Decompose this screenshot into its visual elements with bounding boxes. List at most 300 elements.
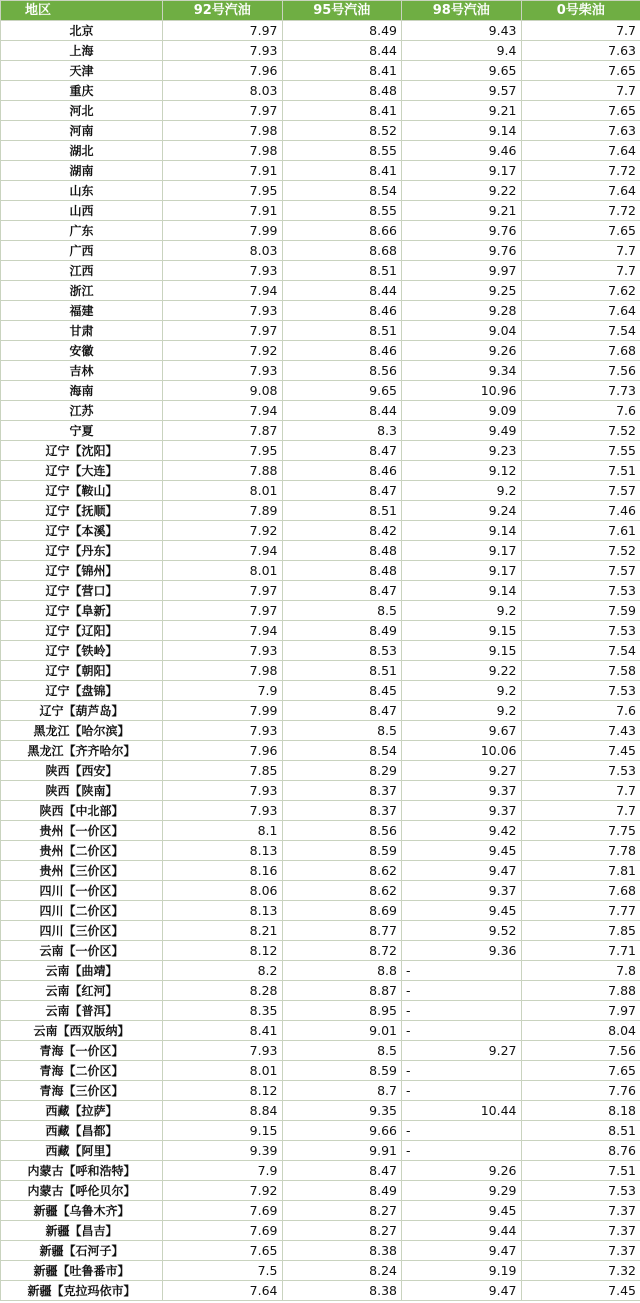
price-92-cell: 8.13 bbox=[163, 841, 283, 861]
price-diesel-cell: 7.78 bbox=[521, 841, 640, 861]
price-95-cell: 8.27 bbox=[282, 1221, 402, 1241]
table-row bbox=[1, 881, 640, 901]
region-cell: 云南【红河】 bbox=[1, 981, 163, 1001]
price-95-cell: 8.47 bbox=[282, 1161, 402, 1181]
region-cell: 辽宁【葫芦岛】 bbox=[1, 701, 163, 721]
price-92-cell: 7.88 bbox=[163, 461, 283, 481]
region-cell: 辽宁【辽阳】 bbox=[1, 621, 163, 641]
price-98-cell: 9.47 bbox=[402, 861, 522, 881]
table-row bbox=[1, 581, 640, 601]
price-98-cell: 10.44 bbox=[402, 1101, 522, 1121]
region-cell: 宁夏 bbox=[1, 421, 163, 441]
price-98-cell: 9.09 bbox=[402, 401, 522, 421]
price-95-cell: 8.27 bbox=[282, 1201, 402, 1221]
price-diesel-cell: 7.53 bbox=[521, 581, 640, 601]
price-92-cell: 8.35 bbox=[163, 1001, 283, 1021]
price-92-cell: 7.96 bbox=[163, 741, 283, 761]
price-92-cell: 8.1 bbox=[163, 821, 283, 841]
price-98-cell: - bbox=[402, 1061, 522, 1081]
table-row bbox=[1, 421, 640, 441]
price-diesel-cell: 7.51 bbox=[521, 461, 640, 481]
price-diesel-cell: 7.53 bbox=[521, 681, 640, 701]
price-98-cell: 9.25 bbox=[402, 281, 522, 301]
region-cell: 西藏【昌都】 bbox=[1, 1121, 163, 1141]
price-diesel-cell: 7.53 bbox=[521, 621, 640, 641]
price-98-cell: 9.37 bbox=[402, 781, 522, 801]
price-diesel-cell: 7.7 bbox=[521, 261, 640, 281]
price-92-cell: 7.93 bbox=[163, 301, 283, 321]
price-98-cell: 9.2 bbox=[402, 681, 522, 701]
price-98-cell: 9.2 bbox=[402, 601, 522, 621]
price-95-cell: 8.77 bbox=[282, 921, 402, 941]
price-98-cell: 9.46 bbox=[402, 141, 522, 161]
price-diesel-cell: 7.51 bbox=[521, 1161, 640, 1181]
price-diesel-cell: 7.65 bbox=[521, 1061, 640, 1081]
table-row bbox=[1, 801, 640, 821]
table-row bbox=[1, 1101, 640, 1121]
price-92-cell: 7.98 bbox=[163, 661, 283, 681]
price-95-cell: 8.45 bbox=[282, 681, 402, 701]
table-row bbox=[1, 1121, 640, 1141]
header-row bbox=[1, 1, 640, 21]
price-92-cell: 8.03 bbox=[163, 241, 283, 261]
price-95-cell: 8.42 bbox=[282, 521, 402, 541]
price-98-cell: 9.24 bbox=[402, 501, 522, 521]
price-95-cell: 8.95 bbox=[282, 1001, 402, 1021]
price-98-cell: 9.28 bbox=[402, 301, 522, 321]
price-92-cell: 8.84 bbox=[163, 1101, 283, 1121]
price-95-cell: 8.46 bbox=[282, 341, 402, 361]
price-92-cell: 7.9 bbox=[163, 681, 283, 701]
price-diesel-cell: 7.71 bbox=[521, 941, 640, 961]
region-cell: 山东 bbox=[1, 181, 163, 201]
table-row bbox=[1, 1281, 640, 1301]
price-92-cell: 8.12 bbox=[163, 1081, 283, 1101]
price-92-cell: 7.92 bbox=[163, 521, 283, 541]
price-98-cell: 9.44 bbox=[402, 1221, 522, 1241]
price-92-cell: 7.93 bbox=[163, 641, 283, 661]
price-95-cell: 8.53 bbox=[282, 641, 402, 661]
table-row bbox=[1, 1261, 640, 1281]
price-diesel-cell: 7.88 bbox=[521, 981, 640, 1001]
price-92-cell: 7.5 bbox=[163, 1261, 283, 1281]
region-cell: 广西 bbox=[1, 241, 163, 261]
price-95-cell: 8.49 bbox=[282, 21, 402, 41]
region-cell: 上海 bbox=[1, 41, 163, 61]
price-98-cell: 9.27 bbox=[402, 1041, 522, 1061]
price-98-cell: 9.4 bbox=[402, 41, 522, 61]
price-95-cell: 8.68 bbox=[282, 241, 402, 261]
region-cell: 辽宁【本溪】 bbox=[1, 521, 163, 541]
price-diesel-cell: 7.43 bbox=[521, 721, 640, 741]
table-row bbox=[1, 981, 640, 1001]
table-row bbox=[1, 21, 640, 41]
region-cell: 天津 bbox=[1, 61, 163, 81]
price-98-cell: 9.42 bbox=[402, 821, 522, 841]
price-92-cell: 7.91 bbox=[163, 161, 283, 181]
price-95-cell: 8.48 bbox=[282, 561, 402, 581]
region-cell: 内蒙古【呼和浩特】 bbox=[1, 1161, 163, 1181]
price-95-cell: 8.47 bbox=[282, 481, 402, 501]
table-row bbox=[1, 661, 640, 681]
price-98-cell: - bbox=[402, 1021, 522, 1041]
table-row bbox=[1, 81, 640, 101]
region-cell: 新疆【吐鲁番市】 bbox=[1, 1261, 163, 1281]
price-diesel-cell: 7.45 bbox=[521, 741, 640, 761]
region-cell: 辽宁【丹东】 bbox=[1, 541, 163, 561]
table-row bbox=[1, 941, 640, 961]
column-header-92-gasoline: 92号汽油 bbox=[163, 1, 283, 21]
price-92-cell: 9.15 bbox=[163, 1121, 283, 1141]
price-92-cell: 9.08 bbox=[163, 381, 283, 401]
price-98-cell: 9.52 bbox=[402, 921, 522, 941]
price-98-cell: 9.45 bbox=[402, 841, 522, 861]
table-row bbox=[1, 161, 640, 181]
price-98-cell: 10.96 bbox=[402, 381, 522, 401]
price-diesel-cell: 7.59 bbox=[521, 601, 640, 621]
region-cell: 辽宁【沈阳】 bbox=[1, 441, 163, 461]
price-92-cell: 7.94 bbox=[163, 621, 283, 641]
price-95-cell: 8.49 bbox=[282, 1181, 402, 1201]
price-98-cell: 9.34 bbox=[402, 361, 522, 381]
region-cell: 河北 bbox=[1, 101, 163, 121]
column-header-0-diesel: 0号柴油 bbox=[521, 1, 640, 21]
price-95-cell: 9.35 bbox=[282, 1101, 402, 1121]
price-diesel-cell: 7.63 bbox=[521, 121, 640, 141]
price-diesel-cell: 7.7 bbox=[521, 81, 640, 101]
region-cell: 湖北 bbox=[1, 141, 163, 161]
price-diesel-cell: 7.58 bbox=[521, 661, 640, 681]
price-diesel-cell: 7.37 bbox=[521, 1201, 640, 1221]
price-98-cell: 9.67 bbox=[402, 721, 522, 741]
price-95-cell: 8.49 bbox=[282, 621, 402, 641]
price-92-cell: 7.98 bbox=[163, 121, 283, 141]
price-diesel-cell: 7.64 bbox=[521, 141, 640, 161]
price-98-cell: 9.29 bbox=[402, 1181, 522, 1201]
table-row bbox=[1, 641, 640, 661]
table-row bbox=[1, 401, 640, 421]
price-95-cell: 8.51 bbox=[282, 321, 402, 341]
price-95-cell: 8.3 bbox=[282, 421, 402, 441]
table-row bbox=[1, 681, 640, 701]
price-92-cell: 7.97 bbox=[163, 101, 283, 121]
region-cell: 吉林 bbox=[1, 361, 163, 381]
region-cell: 辽宁【铁岭】 bbox=[1, 641, 163, 661]
price-92-cell: 8.06 bbox=[163, 881, 283, 901]
price-95-cell: 8.24 bbox=[282, 1261, 402, 1281]
region-cell: 云南【普洱】 bbox=[1, 1001, 163, 1021]
price-diesel-cell: 7.62 bbox=[521, 281, 640, 301]
price-diesel-cell: 7.64 bbox=[521, 181, 640, 201]
table-row bbox=[1, 61, 640, 81]
price-95-cell: 8.52 bbox=[282, 121, 402, 141]
price-92-cell: 7.98 bbox=[163, 141, 283, 161]
region-cell: 四川【三价区】 bbox=[1, 921, 163, 941]
price-98-cell: 9.14 bbox=[402, 521, 522, 541]
price-diesel-cell: 7.73 bbox=[521, 381, 640, 401]
price-92-cell: 8.2 bbox=[163, 961, 283, 981]
price-95-cell: 8.51 bbox=[282, 501, 402, 521]
region-cell: 北京 bbox=[1, 21, 163, 41]
price-95-cell: 8.41 bbox=[282, 61, 402, 81]
table-row bbox=[1, 461, 640, 481]
price-92-cell: 8.41 bbox=[163, 1021, 283, 1041]
price-98-cell: 9.17 bbox=[402, 161, 522, 181]
table-row bbox=[1, 181, 640, 201]
price-diesel-cell: 7.54 bbox=[521, 641, 640, 661]
region-cell: 辽宁【阜新】 bbox=[1, 601, 163, 621]
price-98-cell: - bbox=[402, 981, 522, 1001]
price-95-cell: 8.41 bbox=[282, 101, 402, 121]
table-row bbox=[1, 501, 640, 521]
price-95-cell: 8.44 bbox=[282, 41, 402, 61]
price-98-cell: 9.45 bbox=[402, 1201, 522, 1221]
price-98-cell: 9.57 bbox=[402, 81, 522, 101]
table-row bbox=[1, 321, 640, 341]
region-cell: 青海【一价区】 bbox=[1, 1041, 163, 1061]
price-diesel-cell: 8.18 bbox=[521, 1101, 640, 1121]
table-row bbox=[1, 481, 640, 501]
region-cell: 辽宁【朝阳】 bbox=[1, 661, 163, 681]
region-cell: 辽宁【盘锦】 bbox=[1, 681, 163, 701]
price-95-cell: 8.54 bbox=[282, 181, 402, 201]
region-cell: 陕西【中北部】 bbox=[1, 801, 163, 821]
price-95-cell: 9.65 bbox=[282, 381, 402, 401]
price-92-cell: 7.89 bbox=[163, 501, 283, 521]
price-diesel-cell: 7.37 bbox=[521, 1241, 640, 1261]
price-92-cell: 7.85 bbox=[163, 761, 283, 781]
price-95-cell: 8.44 bbox=[282, 401, 402, 421]
price-diesel-cell: 7.6 bbox=[521, 701, 640, 721]
region-cell: 海南 bbox=[1, 381, 163, 401]
price-95-cell: 8.37 bbox=[282, 781, 402, 801]
price-98-cell: 9.97 bbox=[402, 261, 522, 281]
price-92-cell: 7.95 bbox=[163, 181, 283, 201]
price-95-cell: 8.55 bbox=[282, 201, 402, 221]
price-95-cell: 8.7 bbox=[282, 1081, 402, 1101]
table-row bbox=[1, 1041, 640, 1061]
price-95-cell: 8.38 bbox=[282, 1241, 402, 1261]
price-92-cell: 7.93 bbox=[163, 721, 283, 741]
price-95-cell: 8.87 bbox=[282, 981, 402, 1001]
region-cell: 重庆 bbox=[1, 81, 163, 101]
price-diesel-cell: 7.53 bbox=[521, 761, 640, 781]
price-diesel-cell: 7.63 bbox=[521, 41, 640, 61]
table-row bbox=[1, 341, 640, 361]
price-95-cell: 8.48 bbox=[282, 541, 402, 561]
price-diesel-cell: 7.8 bbox=[521, 961, 640, 981]
price-diesel-cell: 7.61 bbox=[521, 521, 640, 541]
region-cell: 黑龙江【哈尔滨】 bbox=[1, 721, 163, 741]
price-diesel-cell: 7.32 bbox=[521, 1261, 640, 1281]
price-diesel-cell: 7.68 bbox=[521, 341, 640, 361]
price-92-cell: 8.28 bbox=[163, 981, 283, 1001]
price-95-cell: 8.51 bbox=[282, 261, 402, 281]
price-92-cell: 8.01 bbox=[163, 1061, 283, 1081]
table-row bbox=[1, 241, 640, 261]
price-98-cell: 9.21 bbox=[402, 201, 522, 221]
price-diesel-cell: 7.72 bbox=[521, 201, 640, 221]
price-98-cell: 9.37 bbox=[402, 881, 522, 901]
price-diesel-cell: 7.57 bbox=[521, 561, 640, 581]
price-diesel-cell: 7.65 bbox=[521, 61, 640, 81]
price-92-cell: 7.97 bbox=[163, 581, 283, 601]
region-cell: 四川【二价区】 bbox=[1, 901, 163, 921]
price-diesel-cell: 7.75 bbox=[521, 821, 640, 841]
table-row bbox=[1, 261, 640, 281]
region-cell: 甘肃 bbox=[1, 321, 163, 341]
price-98-cell: 9.14 bbox=[402, 121, 522, 141]
region-cell: 广东 bbox=[1, 221, 163, 241]
table-row bbox=[1, 141, 640, 161]
price-98-cell: 9.12 bbox=[402, 461, 522, 481]
price-diesel-cell: 7.7 bbox=[521, 21, 640, 41]
region-cell: 湖南 bbox=[1, 161, 163, 181]
price-98-cell: 9.49 bbox=[402, 421, 522, 441]
table-row bbox=[1, 861, 640, 881]
region-cell: 贵州【二价区】 bbox=[1, 841, 163, 861]
price-95-cell: 8.66 bbox=[282, 221, 402, 241]
price-95-cell: 8.29 bbox=[282, 761, 402, 781]
price-98-cell: 9.47 bbox=[402, 1241, 522, 1261]
price-98-cell: 9.36 bbox=[402, 941, 522, 961]
price-98-cell: - bbox=[402, 1081, 522, 1101]
price-92-cell: 7.9 bbox=[163, 1161, 283, 1181]
region-cell: 河南 bbox=[1, 121, 163, 141]
table-row bbox=[1, 301, 640, 321]
table-row bbox=[1, 41, 640, 61]
price-92-cell: 7.96 bbox=[163, 61, 283, 81]
price-92-cell: 7.69 bbox=[163, 1221, 283, 1241]
region-cell: 贵州【三价区】 bbox=[1, 861, 163, 881]
price-95-cell: 8.51 bbox=[282, 661, 402, 681]
price-98-cell: 9.2 bbox=[402, 701, 522, 721]
table-body bbox=[1, 21, 640, 1301]
price-92-cell: 7.92 bbox=[163, 341, 283, 361]
price-95-cell: 8.62 bbox=[282, 861, 402, 881]
region-cell: 江苏 bbox=[1, 401, 163, 421]
table-row bbox=[1, 121, 640, 141]
price-92-cell: 8.16 bbox=[163, 861, 283, 881]
price-diesel-cell: 7.46 bbox=[521, 501, 640, 521]
table-row bbox=[1, 1081, 640, 1101]
price-diesel-cell: 7.72 bbox=[521, 161, 640, 181]
price-95-cell: 9.66 bbox=[282, 1121, 402, 1141]
table-row bbox=[1, 961, 640, 981]
price-95-cell: 8.47 bbox=[282, 701, 402, 721]
price-95-cell: 8.44 bbox=[282, 281, 402, 301]
price-diesel-cell: 7.65 bbox=[521, 101, 640, 121]
table-row bbox=[1, 621, 640, 641]
region-cell: 云南【西双版纳】 bbox=[1, 1021, 163, 1041]
price-95-cell: 8.37 bbox=[282, 801, 402, 821]
price-diesel-cell: 8.76 bbox=[521, 1141, 640, 1161]
price-95-cell: 8.5 bbox=[282, 1041, 402, 1061]
table-row bbox=[1, 1141, 640, 1161]
price-98-cell: 9.21 bbox=[402, 101, 522, 121]
table-row bbox=[1, 901, 640, 921]
price-diesel-cell: 7.53 bbox=[521, 1181, 640, 1201]
price-92-cell: 7.87 bbox=[163, 421, 283, 441]
price-diesel-cell: 7.52 bbox=[521, 541, 640, 561]
price-92-cell: 8.12 bbox=[163, 941, 283, 961]
price-92-cell: 7.97 bbox=[163, 321, 283, 341]
price-95-cell: 8.5 bbox=[282, 601, 402, 621]
price-98-cell: - bbox=[402, 961, 522, 981]
price-diesel-cell: 7.6 bbox=[521, 401, 640, 421]
table-row bbox=[1, 841, 640, 861]
price-98-cell: - bbox=[402, 1001, 522, 1021]
table-row bbox=[1, 1241, 640, 1261]
column-header-98-gasoline: 98号汽油 bbox=[402, 1, 522, 21]
price-95-cell: 8.48 bbox=[282, 81, 402, 101]
price-diesel-cell: 7.97 bbox=[521, 1001, 640, 1021]
price-92-cell: 7.93 bbox=[163, 801, 283, 821]
price-diesel-cell: 7.37 bbox=[521, 1221, 640, 1241]
price-98-cell: 10.06 bbox=[402, 741, 522, 761]
price-92-cell: 7.93 bbox=[163, 361, 283, 381]
region-cell: 云南【曲靖】 bbox=[1, 961, 163, 981]
table-row bbox=[1, 1021, 640, 1041]
price-98-cell: 9.04 bbox=[402, 321, 522, 341]
table-row bbox=[1, 1161, 640, 1181]
price-95-cell: 8.62 bbox=[282, 881, 402, 901]
table-row bbox=[1, 1221, 640, 1241]
price-diesel-cell: 7.85 bbox=[521, 921, 640, 941]
price-92-cell: 7.93 bbox=[163, 261, 283, 281]
price-92-cell: 7.94 bbox=[163, 541, 283, 561]
price-95-cell: 8.38 bbox=[282, 1281, 402, 1301]
price-95-cell: 8.69 bbox=[282, 901, 402, 921]
price-95-cell: 8.8 bbox=[282, 961, 402, 981]
region-cell: 福建 bbox=[1, 301, 163, 321]
price-98-cell: 9.17 bbox=[402, 561, 522, 581]
table-row bbox=[1, 701, 640, 721]
region-cell: 新疆【克拉玛依市】 bbox=[1, 1281, 163, 1301]
price-92-cell: 7.93 bbox=[163, 1041, 283, 1061]
region-cell: 贵州【一价区】 bbox=[1, 821, 163, 841]
price-98-cell: 9.17 bbox=[402, 541, 522, 561]
table-row bbox=[1, 281, 640, 301]
price-diesel-cell: 7.56 bbox=[521, 1041, 640, 1061]
region-cell: 云南【一价区】 bbox=[1, 941, 163, 961]
price-diesel-cell: 7.7 bbox=[521, 241, 640, 261]
table-row bbox=[1, 1181, 640, 1201]
table-row bbox=[1, 821, 640, 841]
price-95-cell: 8.46 bbox=[282, 301, 402, 321]
table-row bbox=[1, 541, 640, 561]
price-92-cell: 8.01 bbox=[163, 481, 283, 501]
table-row bbox=[1, 361, 640, 381]
region-cell: 安徽 bbox=[1, 341, 163, 361]
price-95-cell: 9.91 bbox=[282, 1141, 402, 1161]
price-95-cell: 8.59 bbox=[282, 841, 402, 861]
table-row bbox=[1, 761, 640, 781]
table-row bbox=[1, 721, 640, 741]
price-92-cell: 7.97 bbox=[163, 21, 283, 41]
price-diesel-cell: 7.77 bbox=[521, 901, 640, 921]
price-92-cell: 7.91 bbox=[163, 201, 283, 221]
table-row bbox=[1, 561, 640, 581]
price-92-cell: 7.93 bbox=[163, 41, 283, 61]
region-cell: 新疆【石河子】 bbox=[1, 1241, 163, 1261]
price-92-cell: 7.95 bbox=[163, 441, 283, 461]
column-header-95-gasoline: 95号汽油 bbox=[282, 1, 402, 21]
price-diesel-cell: 7.64 bbox=[521, 301, 640, 321]
table-row bbox=[1, 921, 640, 941]
region-cell: 新疆【昌吉】 bbox=[1, 1221, 163, 1241]
price-98-cell: 9.22 bbox=[402, 661, 522, 681]
